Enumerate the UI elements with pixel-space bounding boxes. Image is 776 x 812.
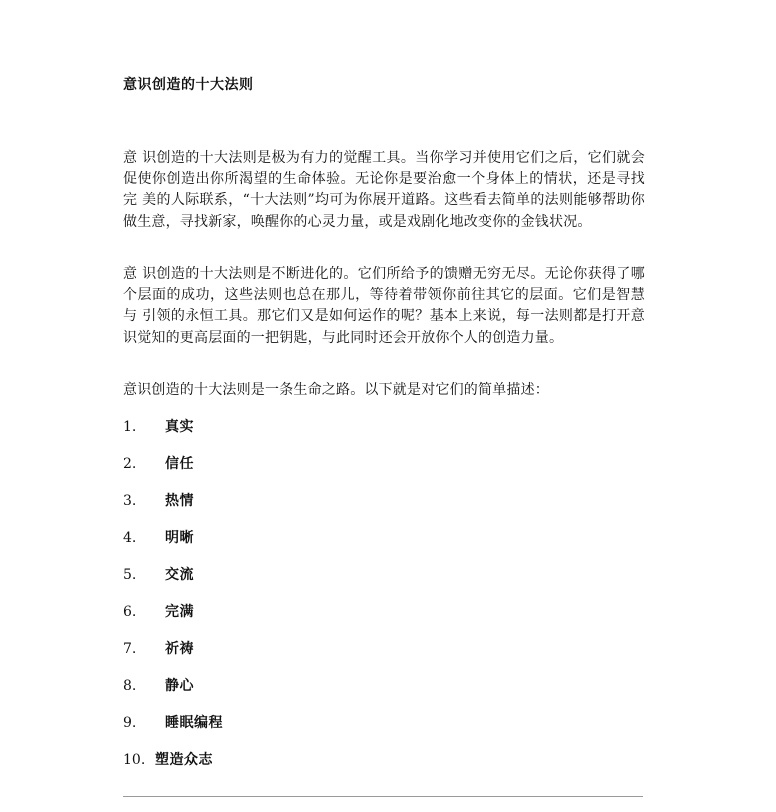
law-name: 完满	[165, 604, 194, 620]
law-name: 静心	[165, 678, 194, 694]
footer-divider	[123, 796, 643, 797]
law-item-5	[123, 563, 223, 600]
law-name: 交流	[165, 567, 194, 583]
law-name: 明晰	[165, 530, 194, 546]
laws-list	[123, 415, 223, 785]
law-item-8	[123, 674, 223, 711]
law-number: 8.	[123, 678, 137, 694]
law-item-2	[123, 452, 223, 489]
law-number: 1.	[123, 419, 137, 435]
law-item-3	[123, 489, 223, 526]
law-item-6	[123, 600, 223, 637]
document-title: 意识创造的十大法则	[123, 77, 254, 93]
law-number: 2.	[123, 456, 137, 472]
list-intro-paragraph: 意识创造的十大法则是一条生命之路。以下就是对它们的简单描述：	[123, 382, 549, 398]
law-item-9	[123, 711, 223, 748]
law-number: 10.	[123, 752, 146, 768]
law-item-1	[123, 415, 223, 452]
law-item-10	[123, 748, 223, 785]
evolution-paragraph: 意 识创造的十大法则是不断进化的。它们所给予的馈赠无穷无尽。无论你获得了哪个层面的成功，这些法则也总在那儿，等待着带领你前往其它的层面。它们是智慧与 引领的永恒工具。那它们又是如何运作的呢？基本上来说，每一法则都是打开意识觉知的更高层面的一把钥匙，与此同时还会开放你个人的创造力量。	[123, 266, 645, 346]
law-number: 9.	[123, 715, 137, 731]
law-item-7	[123, 637, 223, 674]
law-number: 7.	[123, 641, 137, 657]
law-number: 5.	[123, 567, 137, 583]
law-number: 3.	[123, 493, 137, 509]
intro-paragraph: 意 识创造的十大法则是极为有力的觉醒工具。当你学习并使用它们之后，它们就会促使你创造出你所渴望的生命体验。无论你是要治愈一个身体上的情状，还是寻找完 美的人际联系，“十大法则”均可为你展开道路。这些看去简单的法则能够帮助你做生意，寻找新家，唤醒你的心灵力量，或是戏剧化地改变你的金钱状况。	[123, 150, 645, 230]
law-name: 热情	[165, 493, 194, 509]
law-number: 6.	[123, 604, 137, 620]
law-name: 祈祷	[165, 641, 194, 657]
law-item-4	[123, 526, 223, 563]
law-number: 4.	[123, 530, 137, 546]
law-name: 塑造众志	[155, 752, 213, 768]
law-name: 信任	[165, 456, 194, 472]
law-name: 睡眠编程	[165, 715, 223, 731]
law-name: 真实	[165, 419, 194, 435]
